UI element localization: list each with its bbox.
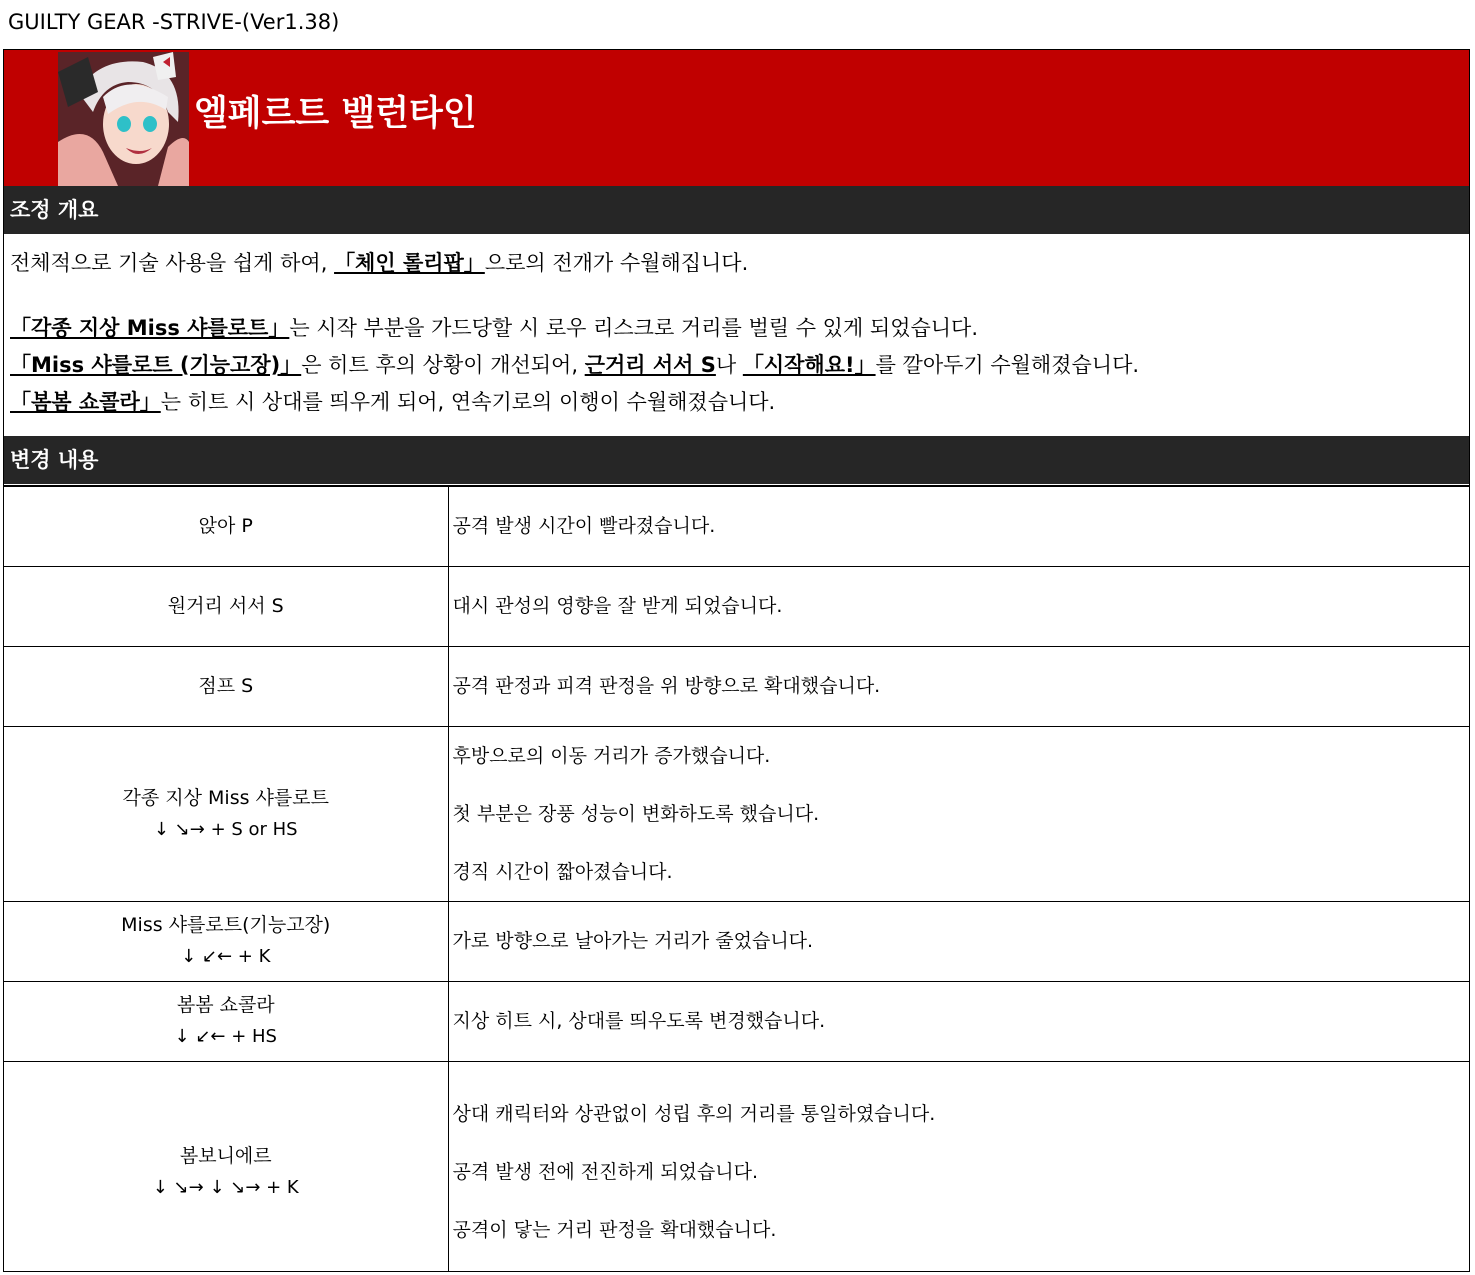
notes-cell — [448, 981, 1469, 1061]
move-name: 원거리 서서 S — [167, 595, 284, 617]
change-note: 상대 캐릭터와 상관없이 성립 후의 거리를 통일하였습니다. — [452, 1103, 936, 1125]
notes-cell — [448, 901, 1469, 981]
move-name: Miss 샤를로트(기능고장) — [121, 914, 331, 936]
summary-text: 나 — [715, 353, 743, 377]
table-row — [4, 486, 1469, 566]
close-standing-s-link[interactable]: 근거리 서서 S — [584, 353, 716, 377]
character-portrait — [58, 52, 189, 186]
move-command: ↓ ↙← + K — [181, 946, 271, 967]
table-row — [4, 981, 1469, 1061]
patch-notes-panel — [3, 49, 1470, 1272]
changes-table — [4, 485, 1469, 1272]
change-note: 후방으로의 이동 거리가 증가했습니다. — [452, 744, 771, 767]
table-row — [4, 726, 1469, 901]
move-name: 봄보니에르 — [179, 1145, 272, 1167]
move-cell — [4, 981, 448, 1061]
overview-header: 조정 개요 — [4, 186, 1469, 234]
notes-cell — [448, 1061, 1469, 1272]
summary-line-3 — [10, 351, 1139, 379]
change-note: 공격 발생 전에 전진하게 되었습니다. — [452, 1161, 759, 1183]
move-cell — [4, 646, 448, 726]
summary-text: 는 히트 시 상대를 띄우게 되어, 연속기로의 이행이 수월해졌습니다. — [160, 390, 776, 414]
move-name: 점프 S — [198, 675, 254, 697]
change-note: 공격 발생 시간이 빨라졌습니다. — [452, 515, 716, 538]
notes-cell — [448, 646, 1469, 726]
move-cell — [4, 901, 448, 981]
notes-cell — [448, 486, 1469, 566]
summary-text: 은 히트 후의 상황이 개선되어, — [301, 353, 585, 377]
change-note: 가로 방향으로 날아가는 거리가 줄었습니다. — [452, 930, 814, 952]
lets-start-link[interactable]: 「시작해요!」 — [742, 353, 876, 377]
change-note: 경직 시간이 짧아졌습니다. — [452, 860, 673, 883]
summary-line-2 — [10, 314, 978, 342]
move-cell — [4, 486, 448, 566]
changes-header: 변경 내용 — [4, 436, 1469, 484]
table-row — [4, 901, 1469, 981]
move-name: 각종 지상 Miss 샤를로트 — [122, 786, 329, 809]
change-note: 공격 판정과 피격 판정을 위 방향으로 확대했습니다. — [452, 675, 881, 697]
chain-lollipop-link[interactable]: 「체인 롤리팝」 — [334, 251, 485, 275]
overview-summary — [4, 235, 1469, 434]
move-command: ↓ ↘→ + S or HS — [153, 818, 298, 840]
summary-line-1 — [10, 249, 748, 277]
change-note: 지상 히트 시, 상대를 띄우도록 변경했습니다. — [452, 1010, 826, 1032]
summary-text: 으로의 전개가 수월해집니다. — [484, 251, 749, 275]
change-note: 대시 관성의 영향을 잘 받게 되었습니다. — [452, 595, 783, 617]
summary-text: 는 시작 부분을 가드당할 시 로우 리스크로 거리를 벌릴 수 있게 되었습니다. — [289, 316, 979, 340]
bombe-chocolat-link[interactable]: 「봄봄 쇼콜라」 — [10, 390, 161, 414]
character-name: 엘페르트 밸런타인 — [194, 94, 477, 134]
game-title: GUILTY GEAR -STRIVE-(Ver1.38) — [8, 10, 340, 34]
table-row — [4, 1061, 1469, 1272]
table-row — [4, 566, 1469, 646]
miss-charlotte-link[interactable]: 「각종 지상 Miss 샤를로트」 — [10, 316, 290, 340]
notes-cell — [448, 566, 1469, 646]
change-note: 첫 부분은 장풍 성능이 변화하도록 했습니다. — [452, 802, 820, 825]
summary-line-4 — [10, 388, 775, 416]
move-name: 앉아 P — [198, 515, 253, 538]
move-cell — [4, 566, 448, 646]
summary-text: 전체적으로 기술 사용을 쉽게 하여, — [10, 251, 335, 275]
change-note: 공격이 닿는 거리 판정을 확대했습니다. — [452, 1219, 777, 1241]
table-row — [4, 646, 1469, 726]
move-command: ↓ ↘→ ↓ ↘→ + K — [152, 1177, 299, 1198]
move-name: 봄봄 쇼콜라 — [176, 994, 275, 1016]
summary-text: 를 깔아두기 수월해졌습니다. — [875, 353, 1140, 377]
notes-cell — [448, 726, 1469, 901]
move-cell — [4, 1061, 448, 1272]
character-banner — [4, 50, 1469, 186]
miss-charlotte-malfunction-link[interactable]: 「Miss 샤를로트 (기능고장)」 — [10, 353, 302, 377]
move-command: ↓ ↙← + HS — [174, 1026, 277, 1047]
move-cell — [4, 726, 448, 901]
